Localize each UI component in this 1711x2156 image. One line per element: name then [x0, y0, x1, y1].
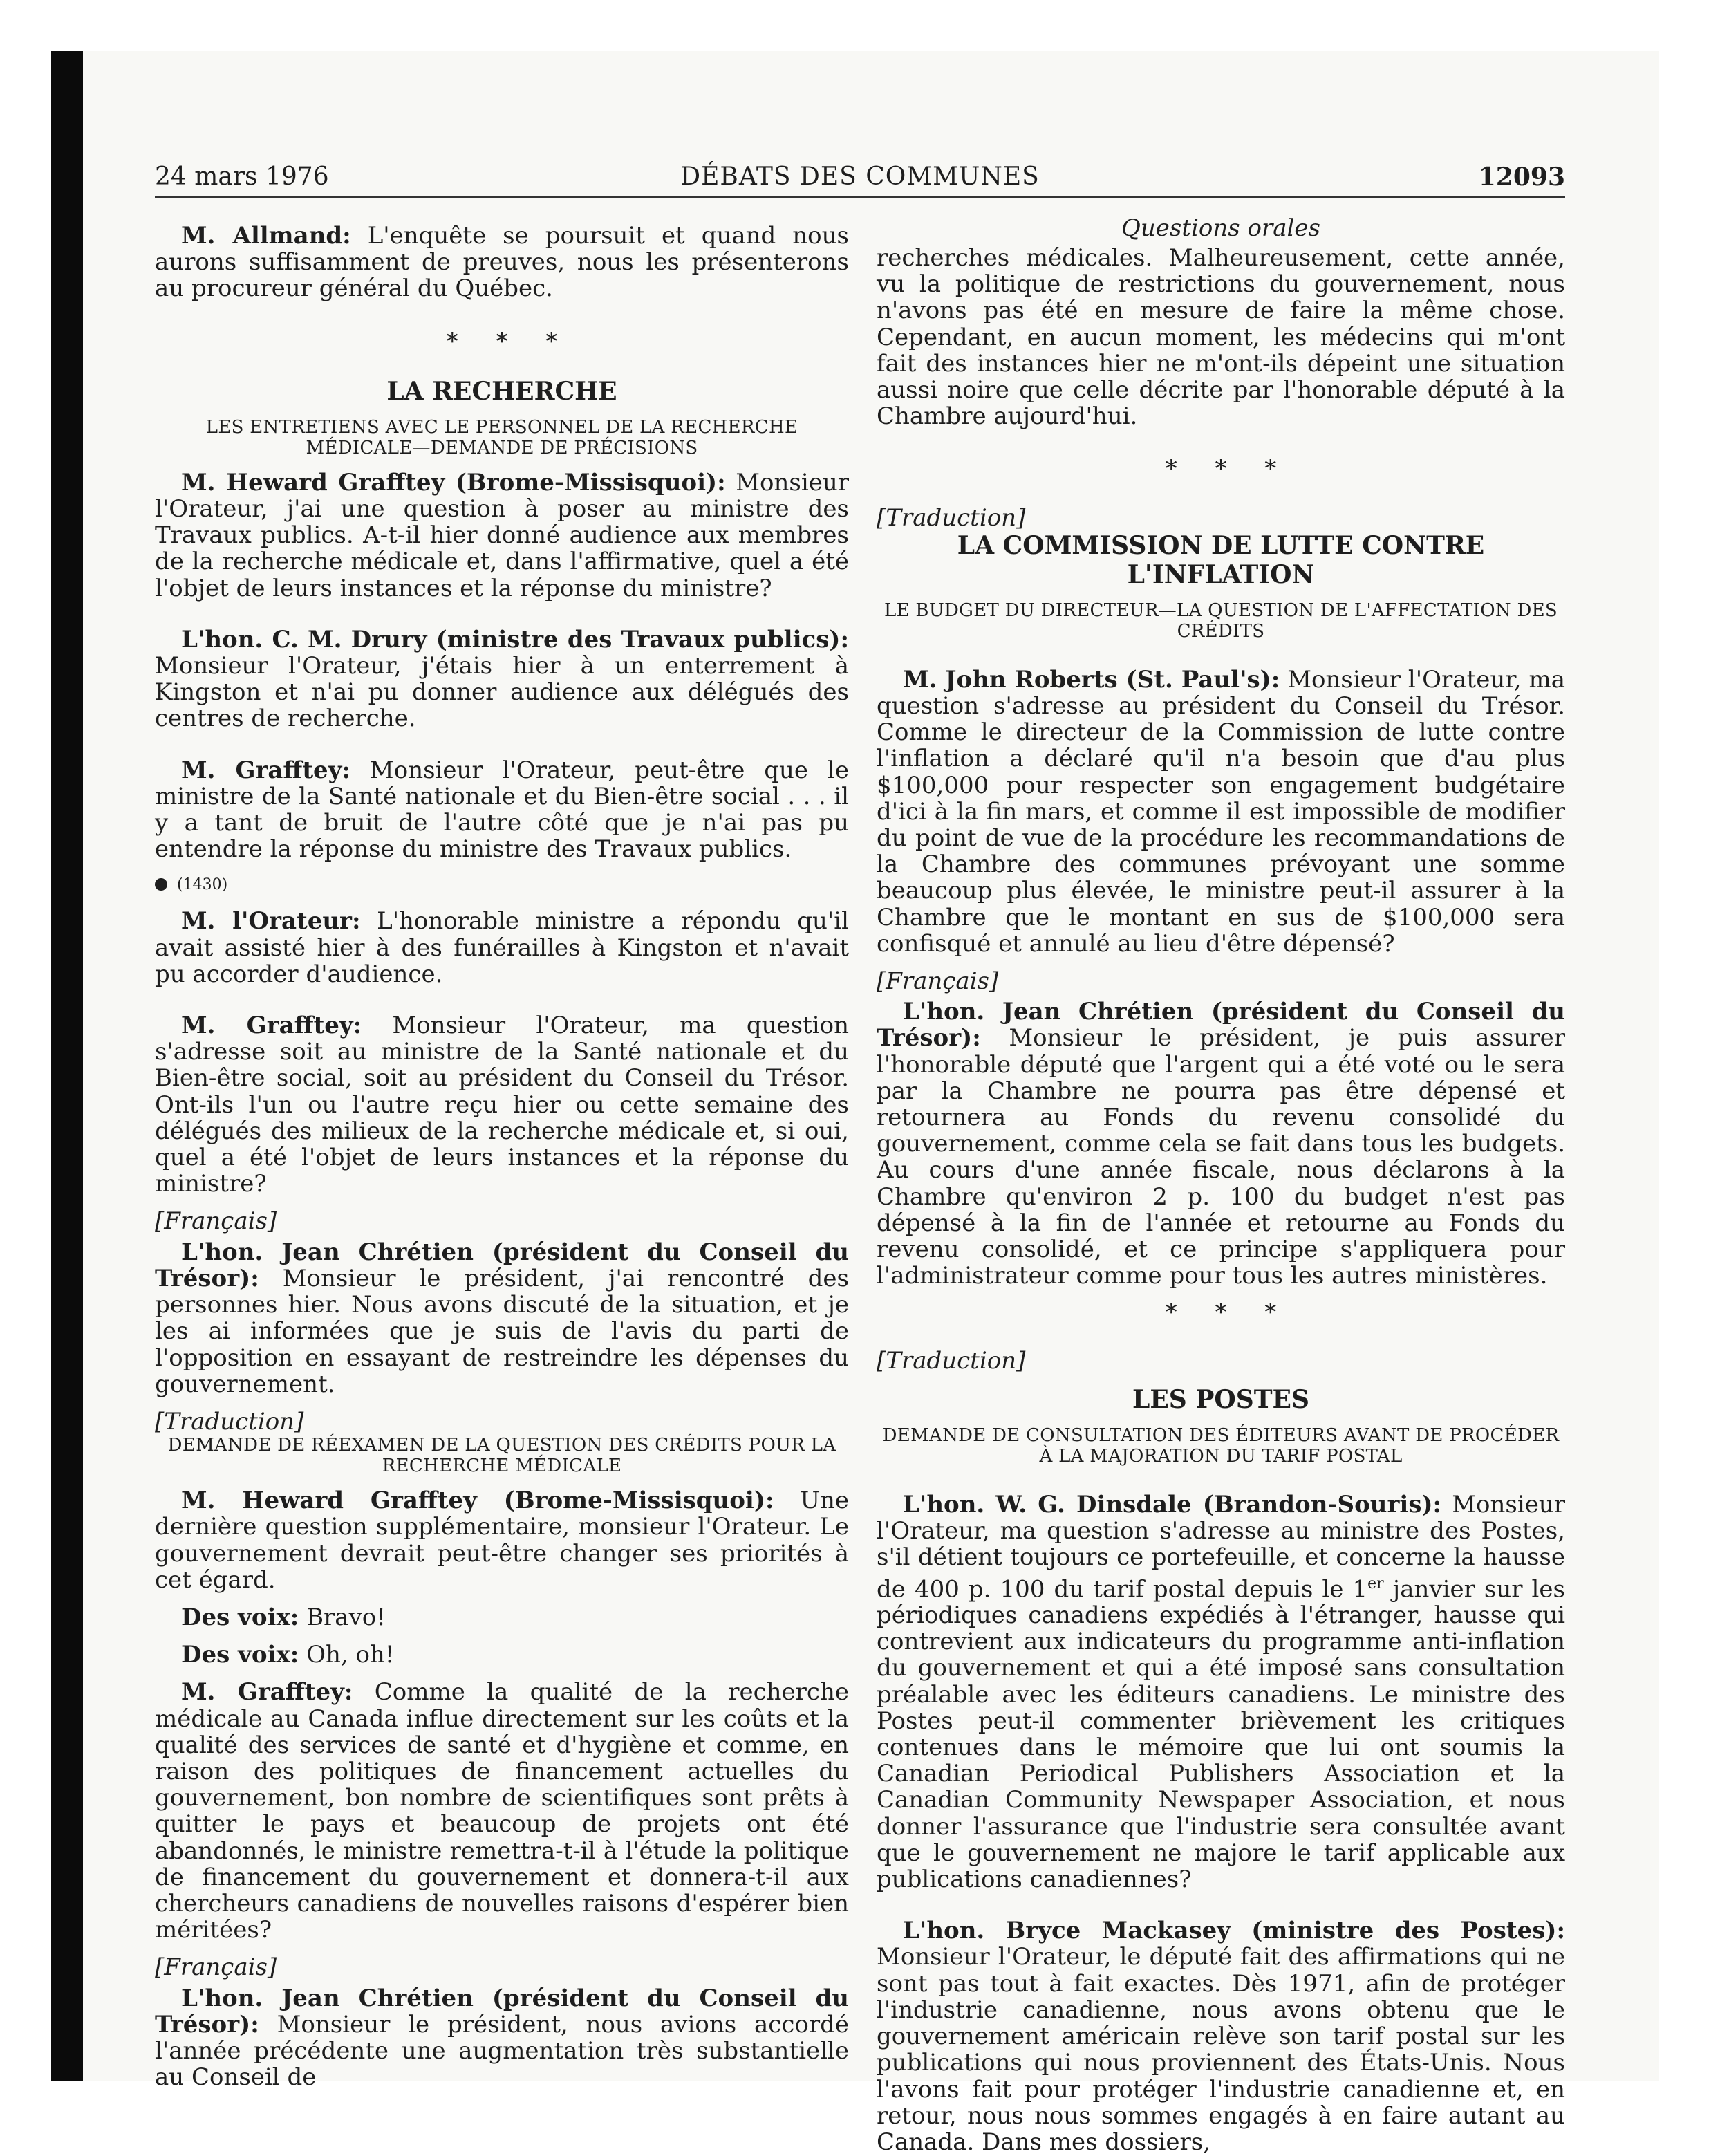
speaker: L'hon. C. M. Drury (ministre des Travaux publics): [181, 625, 849, 653]
speaker: M. Heward Grafftey (Brome-Missisquoi): [181, 1487, 774, 1515]
paragraph [155, 626, 849, 732]
paragraph [155, 1012, 849, 1197]
speech-text: Monsieur l'Orateur, ma question s'adresse au président du Conseil du Trésor. Comme le directeur de la Commission de lutte contre l'inflation a déclaré qu'il n'a besoin que d'au plus $100,000 pour respecter son engagement budgétaire d'ici à la fin mars, et comme il est impossible de modifier du point de vue de la procédure les recommandations de la Chambre des communes prévoyant une somme beaucoup plus élevée, le ministre peut-il assurer à la Chambre que le montant en sus de $100,000 sera confisqué et annulé au lieu d'être dépensé? [877, 665, 1565, 958]
bullet-icon [155, 878, 167, 891]
time-marker-text: (1430) [177, 876, 228, 894]
section-separator: * * * [446, 327, 573, 355]
paragraph [877, 667, 1565, 957]
speech-text: Monsieur le président, je puis assurer l'honorable député que l'argent qui a été voté ou le sera par la Chambre ne pourra pas être dépensé et retournera au Fonds du revenu consolidé du gouvernement, comme cela se fait dans tous les budgets. Au cours d'une année fiscale, nous déclarons à la Chambre qu'environ 2 p. 100 du budget n'est pas dépensé à la fin de l'année et retourne au Fonds du revenu consolidé, et ce principe s'appliquera pour l'administrateur comme pour tous les autres ministères. [877, 1024, 1565, 1290]
paragraph [155, 908, 849, 987]
language-tag: [Traduction] [877, 1346, 1026, 1375]
header-page-number: 12093 [1478, 162, 1565, 192]
page-header [155, 158, 1565, 196]
speaker: L'hon. Jean Chrétien (président du Conseil du Trésor): [155, 1984, 849, 2038]
paragraph [155, 757, 849, 863]
speech-text: Monsieur l'Orateur, j'étais hier à un enterrement à Kingston et n'ai pu donner audience aux délégués des centres de recherche. [155, 652, 849, 733]
language-tag: [Français] [877, 967, 999, 996]
paragraph [877, 245, 1565, 429]
speech-text: Monsieur l'Orateur, ma question s'adresse au ministre des Postes, s'il détient toujours ce portefeuille, et concerne la hausse de 400 p. 100 du tarif postal depuis le 1 [877, 1490, 1565, 1603]
language-tag: [Français] [155, 1207, 277, 1236]
speech-text: Monsieur l'Orateur, ma question s'adresse soit au ministre de la Santé nationale et du Bien-être social, soit au président du Conseil du Trésor. Ont-ils l'un ou l'autre reçu hier ou cette semaine des délégués des milieux de la recherche médicale et, si oui, quel a été l'objet de leurs instances et la réponse du ministre? [155, 1012, 849, 1198]
speech-text: Monsieur l'Orateur, j'ai une question à poser au ministre des Travaux publics. A-t-il hier donné audience aux membres de la recherche médicale et, dans l'affirmative, quel a été l'objet de leurs instances et la réponse du ministre? [155, 468, 849, 602]
speech-text: L'enquête se poursuit et quand nous aurons suffisamment de preuves, nous les présenterons au procureur général du Québec. [155, 222, 849, 303]
scan-edge [51, 51, 83, 2081]
speaker: M. Heward Grafftey (Brome-Missisquoi): [181, 468, 726, 496]
language-tag: [Traduction] [155, 1407, 304, 1435]
speech-text: Oh, oh! [299, 1641, 395, 1669]
section-subtitle: LE BUDGET DU DIRECTEUR—LA QUESTION DE L'AFFECTATION DES CRÉDITS [884, 600, 1558, 642]
superscript: er [1367, 1574, 1384, 1592]
speech-text: Monsieur l'Orateur, le député fait des affirmations qui ne sont pas tout à fait exactes. Dès 1971, afin de protéger l'industrie canadienne, nous avons obtenu que le gouvernement américain relève son tarif postal sur les publications qui nous proviennent des États-Unis. Nous l'avons fait pour protéger l'industrie canadienne et, en retour, nous nous sommes engagés à en faire autant au Canada. Dans mes dossiers, [877, 1943, 1565, 2156]
speech-text: L'honorable ministre a répondu qu'il avait assisté hier à des funérailles à Kingston et n'avait pu accorder d'audience. [155, 907, 850, 988]
header-rule [155, 196, 1565, 198]
speaker: L'hon. Jean Chrétien (président du Conseil du Trésor): [155, 1238, 849, 1292]
header-date: 24 mars 1976 [155, 162, 329, 191]
paragraph [155, 470, 849, 602]
section-subtitle: DEMANDE DE RÉEXAMEN DE LA QUESTION DES CRÉDITS POUR LA RECHERCHE MÉDICALE [167, 1435, 836, 1477]
paragraph [155, 1604, 849, 1630]
speech-text: Une dernière question supplémentaire, monsieur l'Orateur. Le gouvernement devrait peut-être changer ses priorités à cet égard. [155, 1487, 849, 1594]
speaker: L'hon. W. G. Dinsdale (Brandon-Souris): [903, 1490, 1442, 1518]
time-marker [155, 873, 849, 897]
speech-text: Monsieur le président, nous avions accordé l'année précédente une augmentation très substantielle au Conseil de [155, 2010, 849, 2092]
speaker: M. Grafftey: [181, 1678, 353, 1707]
paragraph [877, 1917, 1565, 2155]
speech-text: Monsieur le président, j'ai rencontré des personnes hier. Nous avons discuté de la situation, et je les ai informées que je suis de l'avis du parti de l'opposition en essayant de restreindre les dépenses du gouvernement. [155, 1264, 849, 1398]
speaker: M. l'Orateur: [181, 907, 361, 936]
speech-text: Bravo! [299, 1603, 386, 1631]
paragraph [155, 223, 849, 302]
speaker: Des voix: [181, 1603, 299, 1631]
speech-text: janvier sur les périodiques canadiens expédiés à l'étranger, hausse qui contrevient aux indicateurs du programme anti-inflation du gouvernement et qui a été imposé sans consultation préalable avec les éditeurs canadiens. Le ministre des Postes peut-il commenter brièvement les critiques contenues dans le mémoire que lui ont soumis la Canadian Periodical Publishers Association et la Canadian Community Newspaper Association, et nous donner l'assurance que l'industrie sera consultée avant que le gouvernement ne majore le tarif applicable aux publications canadiennes? [877, 1574, 1565, 1894]
paragraph [155, 1985, 849, 2091]
language-tag: [Français] [155, 1953, 277, 1982]
paragraph [155, 1487, 849, 1593]
paragraph [877, 1491, 1565, 1893]
section-separator: * * * [1165, 1298, 1292, 1326]
speaker: M. Grafftey: [181, 1012, 362, 1040]
speaker: M. Allmand: [181, 222, 351, 250]
section-subtitle: LES ENTRETIENS AVEC LE PERSONNEL DE LA RECHERCHE MÉDICALE—DEMANDE DE PRÉCISIONS [205, 416, 798, 458]
section-title: LES POSTES [1132, 1384, 1309, 1414]
section-subtitle: DEMANDE DE CONSULTATION DES ÉDITEURS AVANT DE PROCÉDER À LA MAJORATION DU TARIF POSTAL [882, 1424, 1560, 1467]
speech-text: Comme la qualité de la recherche médicale au Canada influe directement sur les coûts et la qualité des services de santé et d'hygiène et comme, en raison des politiques de financement actuelles du gouvernement, bon nombre de scientifiques sont prêts à quitter le pays et beaucoup de projets ont été abandonnés, le ministre remettra-t-il à l'étude la politique de financement du gouvernement et donnera-t-il aux chercheurs canadiens de nouvelles raisons d'espérer bien méritées? [155, 1678, 849, 1944]
speaker: M. Grafftey: [181, 756, 350, 784]
section-title: LA RECHERCHE [386, 376, 617, 406]
left-column [155, 223, 849, 2090]
running-head: Questions orales [1121, 214, 1320, 242]
speaker: L'hon. Bryce Mackasey (ministre des Postes): [903, 1917, 1565, 1945]
right-column [877, 214, 1565, 2155]
section-title: LA COMMISSION DE LUTTE CONTRE L'INFLATION [957, 530, 1485, 589]
speaker: M. John Roberts (St. Paul's): [903, 665, 1280, 694]
header-publication: DÉBATS DES COMMUNES [680, 162, 1040, 191]
paragraph [155, 1679, 849, 1943]
paragraph [877, 998, 1565, 1289]
speech-text: Monsieur l'Orateur, peut-être que le ministre de la Santé nationale et du Bien-être social . . . il y a tant de bruit de l'autre côté que je n'ai pas pu entendre la réponse du ministre des Travaux publics. [155, 756, 849, 864]
speaker: L'hon. Jean Chrétien (président du Conseil du Trésor): [877, 998, 1565, 1052]
paragraph [155, 1642, 849, 1668]
section-separator: * * * [1165, 455, 1292, 483]
speaker: Des voix: [181, 1641, 299, 1669]
language-tag: [Traduction] [877, 503, 1026, 532]
speech-text: recherches médicales. Malheureusement, cette année, vu la politique de restrictions du gouvernement, nous n'avons pas été en mesure de faire la même chose. Cependant, en aucun moment, les médecins qui m'ont fait des instances hier ne m'ont-ils dépeint une situation aussi noire que celle décrite par l'honorable député à la Chambre aujourd'hui. [877, 244, 1565, 431]
paragraph [155, 1239, 849, 1397]
